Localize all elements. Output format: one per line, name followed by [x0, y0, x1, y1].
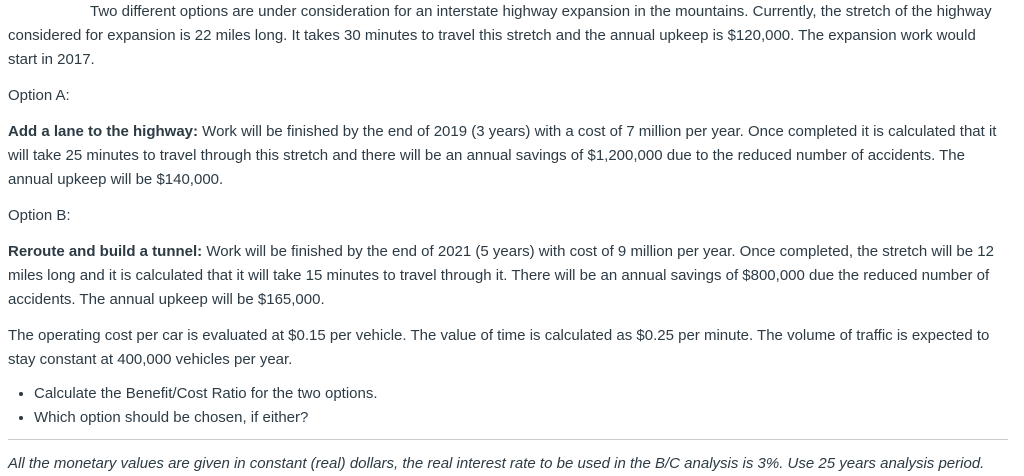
option-a-heading: Option A:	[8, 87, 70, 104]
footnote: All the monetary values are given in constant (real) dollars, the real interest rate to be used in the B/C analysis is 3%. Use 25 years analysis period.	[8, 455, 985, 472]
task-item-1: • Calculate the Benefit/Cost Ratio for the two options.	[34, 382, 1004, 406]
operating-cost-paragraph: The operating cost per car is evaluated at $0.15 per vehicle. The value of time is calculated as $0.25 per minute. The volume of traffic is expected to stay constant at 400,000 vehicles per year.	[8, 327, 990, 368]
divider	[8, 439, 1008, 440]
option-a-paragraph	[8, 120, 1004, 192]
option-a-lead: Add a lane to the highway:	[8, 123, 199, 140]
option-b-heading: Option B:	[8, 207, 71, 224]
option-b-paragraph	[8, 240, 1004, 312]
option-a-body: Work will be finished by the end of 2019 (3 years) with a cost of 7 million per year. Once completed it is calculated that it will take 25 minutes to travel through this stretch and there will be an annual savings of $1,200,000 due to the reduced number of accidents. The annual upkeep will be $140,000.	[8, 123, 997, 188]
task-list	[8, 382, 1004, 430]
option-b-lead: Reroute and build a tunnel:	[8, 243, 203, 260]
intro-paragraph: Two different options are under consideration for an interstate highway expansion in the mountains. Currently, the stretch of the highway considered for expansion is 22 miles long. It takes 30 minutes to travel this stretch and the annual upkeep is $120,000. The expansion work would start in 2017.	[8, 3, 992, 68]
option-b-body: Work will be finished by the end of 2021 (5 years) with cost of 9 million per year. Once completed, the stretch will be 12 miles long and it is calculated that it will take 15 minutes to travel through it. There will be an annual savings of $800,000 due the reduced number of accidents. The annual upkeep will be $165,000.	[8, 243, 994, 308]
task-item-2: • Which option should be chosen, if either?	[34, 406, 1004, 430]
